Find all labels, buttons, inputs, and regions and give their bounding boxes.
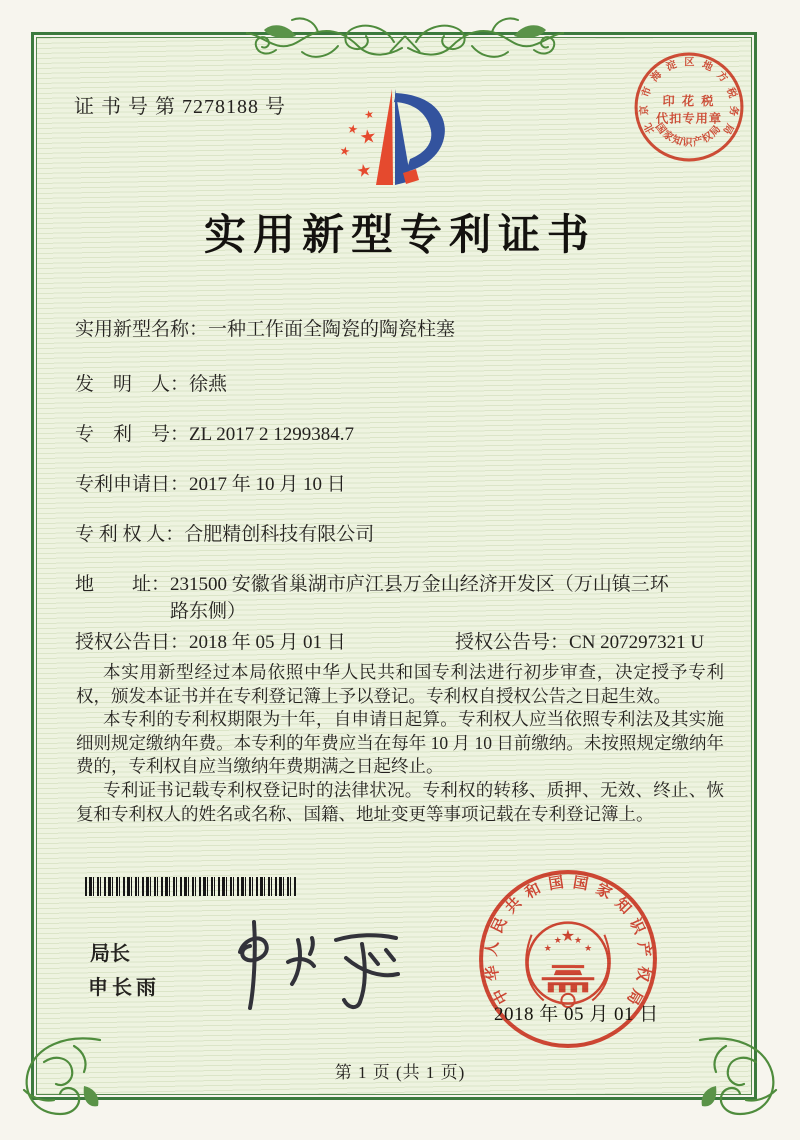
tax-seal-ring-bottom-text: 国家知识产权局 (652, 121, 724, 149)
field-value: 一种工作面全陶瓷的陶瓷柱塞 (208, 319, 456, 340)
svg-text:★: ★ (358, 125, 379, 150)
field-label: 专 利 权 人： (75, 524, 185, 545)
svg-text:★: ★ (584, 942, 593, 953)
field-row-patentee (75, 521, 740, 548)
tax-seal-center-line2: 代扣专用章 (655, 111, 723, 126)
field-label: 地 址： (75, 574, 171, 595)
tax-stamp-seal (632, 50, 746, 164)
field-label: 专利申请日： (75, 474, 190, 495)
svg-text:★: ★ (338, 143, 352, 160)
svg-text:★: ★ (346, 121, 360, 137)
patent-office-logo-icon (336, 85, 481, 195)
field-row-filing-date (75, 471, 740, 498)
field-row-patent-number (75, 421, 740, 448)
svg-text:★: ★ (553, 934, 562, 945)
field-value: CN 207297321 U (569, 632, 705, 653)
field-value: ZL 2017 2 1299384.7 (189, 424, 355, 445)
field-label: 发 明 人： (75, 374, 190, 395)
field-row-grant-number (455, 627, 704, 654)
field-value: 徐燕 (189, 374, 228, 395)
field-row-address (75, 571, 740, 625)
top-border-ornament-icon (246, 6, 564, 80)
field-row-inventor (75, 371, 740, 398)
svg-text:★: ★ (363, 108, 376, 123)
issue-date: 2018 年 05 月 01 日 (494, 1004, 659, 1025)
field-value: 合肥精创科技有限公司 (184, 524, 375, 545)
tax-seal-center-line1: 印 花 税 (662, 93, 716, 108)
field-label: 授权公告日： (75, 632, 190, 653)
national-emblem-icon (526, 923, 610, 1007)
field-value: 2018 年 05 月 01 日 (189, 632, 346, 653)
tax-seal-ring-top-text: 北京市海淀区地方税务局 (639, 57, 739, 136)
field-value: 231500 安徽省巢湖市庐江县万金山经济开发区（万山镇三环路东侧） (170, 574, 669, 622)
body-paragraph: 本专利的专利权期限为十年，自申请日起算。专利权人应当依照专利法及其实施细则规定缴纳年费。本专利的年费应当在每年 10 月 10 日前缴纳。未按照规定缴纳年费的，专利权自应当缴纳年费期满之日起终止。 (76, 709, 724, 777)
svg-text:★: ★ (354, 159, 374, 182)
body-paragraph: 专利证书记载专利权登记时的法律状况。专利权的转移、质押、无效、终止、恢复和专利权人的姓名或名称、国籍、地址变更等事项记载在专利登记簿上。 (76, 779, 724, 824)
certificate-title: 实用新型专利证书 (203, 213, 596, 259)
office-seal-ring-text: 中华人民共和国国家知识产权局 (482, 874, 654, 1008)
page-footer: 第 1 页 (共 1 页) (334, 1063, 466, 1082)
legal-text-block (76, 661, 724, 826)
certificate-number: 证 书 号 第 7278188 号 (74, 96, 286, 118)
svg-text:★: ★ (543, 942, 552, 953)
barcode (85, 877, 297, 896)
field-value: 2017 年 10 月 10 日 (189, 474, 346, 495)
director-title: 局长 (90, 943, 130, 965)
field-label: 实用新型名称： (75, 319, 209, 340)
svg-text:★: ★ (574, 934, 583, 945)
director-signature-icon (210, 910, 425, 1022)
director-name: 申长雨 (88, 977, 160, 999)
field-row-utility-name (75, 316, 740, 343)
field-row-grant-date (75, 627, 346, 654)
body-paragraph: 本实用新型经过本局依照中华人民共和国专利法进行初步审查，决定授予专利权，颁发本证书并在专利登记簿上予以登记。专利权自授权公告之日起生效。 (76, 662, 724, 706)
svg-text:★: ★ (560, 927, 576, 945)
field-label: 专 利 号： (75, 424, 190, 445)
field-label: 授权公告号： (455, 632, 570, 653)
